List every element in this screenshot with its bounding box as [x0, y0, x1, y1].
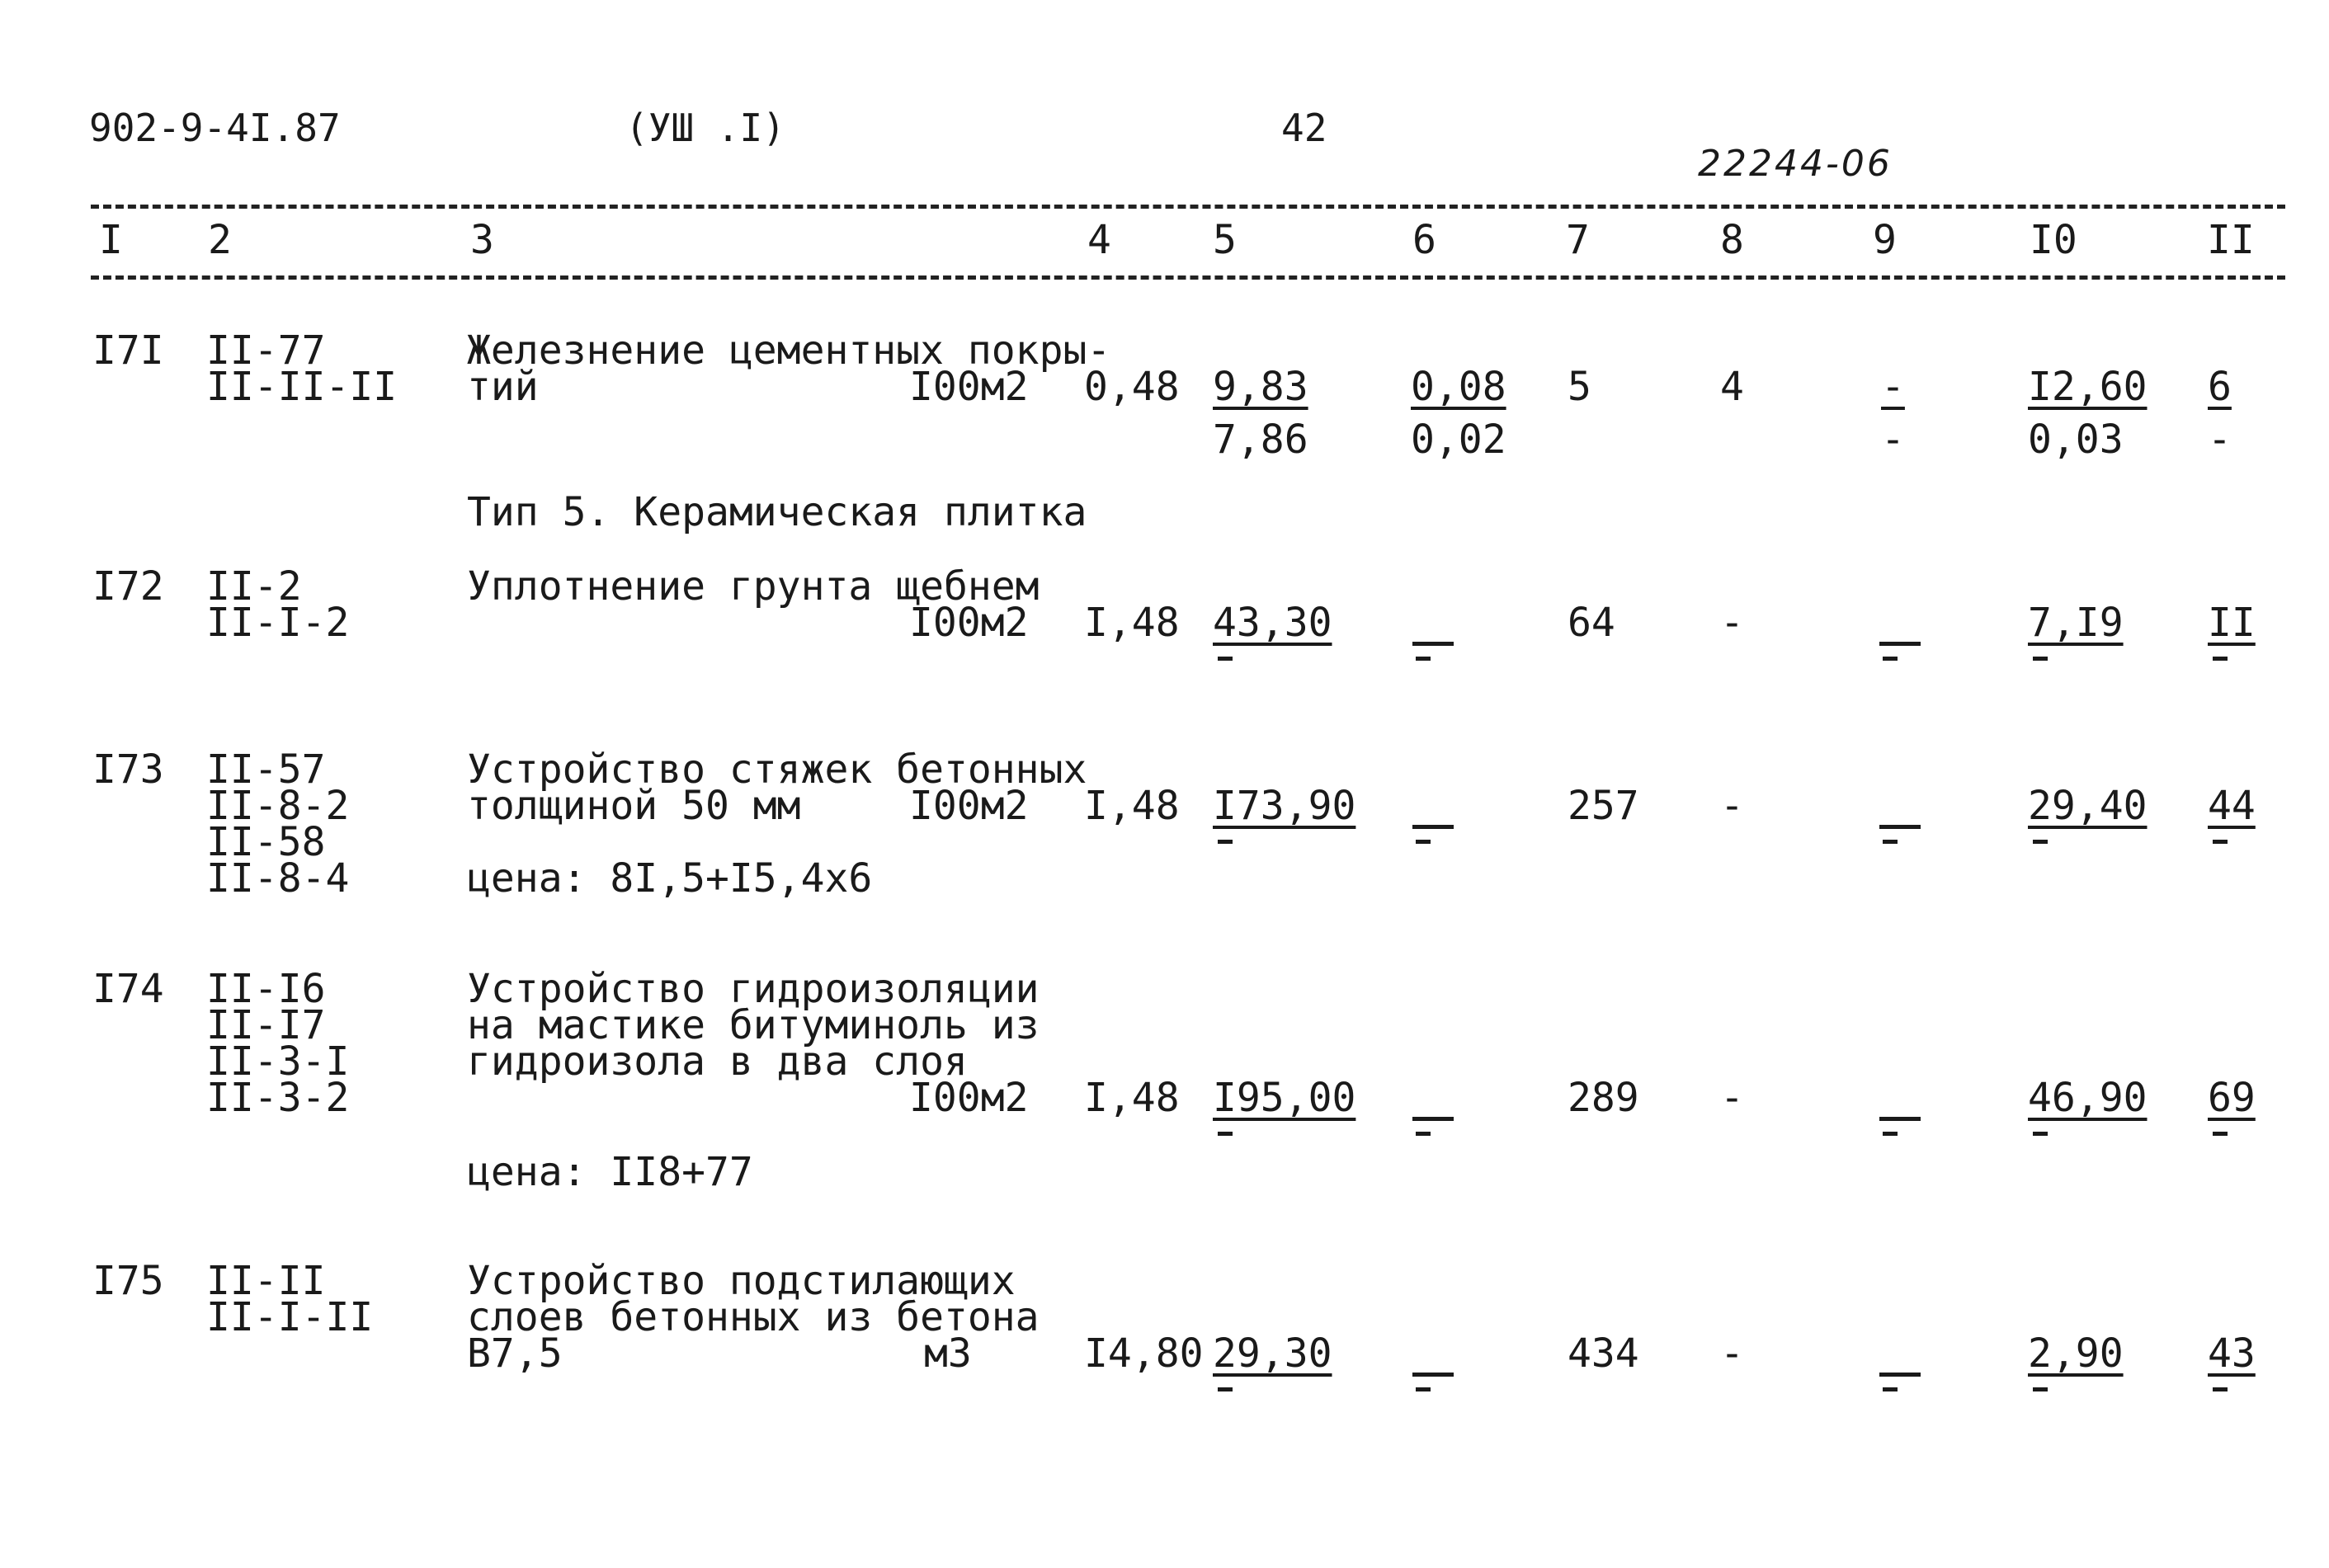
cell-7: 434	[1568, 1330, 1639, 1377]
cell-5-bottom: 7,86	[1213, 417, 1308, 463]
row-number: I75	[92, 1258, 164, 1304]
price-note: цена: II8+77	[467, 1149, 753, 1195]
row-code: II-I-II	[206, 1294, 374, 1340]
column-header: II	[2207, 217, 2255, 263]
cell-9-bottom: -	[1881, 417, 1905, 463]
cell-7: 5	[1568, 364, 1591, 410]
cell-5-top: 29,30	[1213, 1330, 1332, 1377]
row-description: Устройство стяжек бетонных	[467, 746, 1087, 793]
row-unit: м3	[924, 1330, 972, 1377]
column-header: 5	[1213, 217, 1237, 263]
row-description: на мастике битуминоль из	[467, 1002, 1040, 1048]
cell-10-bottom: 0,03	[2028, 417, 2124, 463]
cell-11-bottom-dash	[2213, 1132, 2228, 1136]
price-note: цена: 8I,5+I5,4x6	[467, 855, 873, 902]
cell-5-top: 43,30	[1213, 600, 1332, 646]
cell-7: 289	[1568, 1075, 1639, 1121]
row-code: II-77	[206, 327, 326, 374]
cell-5-bottom-dash	[1218, 1387, 1233, 1391]
cell-10-top: 2,90	[2028, 1330, 2124, 1377]
cell-9-bottom-dash	[1883, 1387, 1898, 1391]
cell-7: 257	[1568, 783, 1639, 829]
cell-9-bottom-dash	[1883, 1132, 1898, 1136]
cell-9-top: -	[1881, 364, 1905, 410]
cell-10-top: 7,I9	[2028, 600, 2124, 646]
row-description: Железнение цементных покры-	[467, 327, 1111, 374]
cell-6-bottom-dash	[1416, 840, 1431, 844]
cell-5-bottom-dash	[1218, 840, 1233, 844]
row-number: I72	[92, 563, 164, 610]
cell-6-bottom-dash	[1416, 657, 1431, 661]
cell-9-top-dash	[1879, 825, 1921, 829]
row-quantity: 0,48	[1084, 364, 1180, 410]
row-code: II-57	[206, 746, 326, 793]
cell-6-top-dash	[1412, 1117, 1454, 1121]
column-header: I	[99, 217, 123, 263]
cell-11-bottom: -	[2208, 417, 2232, 463]
cell-11-top: 6	[2208, 364, 2232, 410]
column-header: I0	[2030, 217, 2077, 263]
row-quantity: I,48	[1084, 1075, 1180, 1121]
cell-6-top-dash	[1412, 642, 1454, 646]
row-code: II-58	[206, 819, 326, 865]
row-description: Устройство подстилающих	[467, 1258, 1016, 1304]
cell-11-top: 69	[2208, 1075, 2256, 1121]
cell-6-bottom-dash	[1416, 1132, 1431, 1136]
cell-5-top: I95,00	[1213, 1075, 1356, 1121]
cell-9-bottom-dash	[1883, 657, 1898, 661]
cell-6-top-dash	[1412, 1373, 1454, 1377]
cell-5-top: I73,90	[1213, 783, 1356, 829]
column-header: 2	[208, 217, 232, 263]
column-header: 8	[1720, 217, 1744, 263]
cell-11-bottom-dash	[2213, 1387, 2228, 1391]
document-code: 902-9-4I.87	[89, 106, 341, 150]
cell-8: -	[1720, 600, 1744, 646]
row-quantity: I4,80	[1084, 1330, 1204, 1377]
row-number: I74	[92, 966, 164, 1012]
row-code: II-II	[206, 1258, 326, 1304]
row-code: II-2	[206, 563, 302, 610]
row-unit: I00м2	[909, 364, 1029, 410]
cell-11-bottom-dash	[2213, 657, 2228, 661]
cell-8: 4	[1720, 364, 1744, 410]
row-code: II-8-2	[206, 783, 350, 829]
handwritten-stamp: 22244-06	[1698, 143, 1893, 185]
cell-8: -	[1720, 1330, 1744, 1377]
cell-5-bottom-dash	[1218, 657, 1233, 661]
column-header: 6	[1412, 217, 1436, 263]
row-code: II-I-2	[206, 600, 350, 646]
cell-8: -	[1720, 783, 1744, 829]
row-description: тий	[467, 364, 539, 410]
section-reference: (УШ .I)	[625, 106, 785, 150]
row-code: II-I7	[206, 1002, 326, 1048]
section-title: Тип 5. Керамическая плитка	[467, 489, 1087, 535]
row-unit: I00м2	[909, 600, 1029, 646]
row-description: гидроизола в два слоя	[467, 1038, 968, 1085]
column-header: 4	[1087, 217, 1111, 263]
cell-8: -	[1720, 1075, 1744, 1121]
page-number: 42	[1281, 106, 1327, 150]
row-number: I7I	[92, 327, 164, 374]
row-code: II-II-II	[206, 364, 398, 410]
cell-5-bottom-dash	[1218, 1132, 1233, 1136]
cell-11-bottom-dash	[2213, 840, 2228, 844]
cell-10-top: 46,90	[2028, 1075, 2147, 1121]
row-quantity: I,48	[1084, 600, 1180, 646]
row-description: толщиной 50 мм	[467, 783, 801, 829]
cell-10-bottom-dash	[2033, 840, 2048, 844]
cell-10-bottom-dash	[2033, 1132, 2048, 1136]
cell-9-top-dash	[1879, 1373, 1921, 1377]
row-code: II-3-I	[206, 1038, 350, 1085]
row-description: Устройство гидроизоляции	[467, 966, 1040, 1012]
row-number: I73	[92, 746, 164, 793]
cell-6-top-dash	[1412, 825, 1454, 829]
cell-6-bottom-dash	[1416, 1387, 1431, 1391]
row-code: II-3-2	[206, 1075, 350, 1121]
cell-6-top: 0,08	[1411, 364, 1506, 410]
row-description: В7,5	[467, 1330, 563, 1377]
column-header: 3	[470, 217, 494, 263]
header-bottom-rule	[91, 275, 2285, 280]
cell-9-top-dash	[1879, 1117, 1921, 1121]
column-header: 9	[1873, 217, 1897, 263]
row-code: II-I6	[206, 966, 326, 1012]
row-unit: I00м2	[909, 783, 1029, 829]
cell-9-top-dash	[1879, 642, 1921, 646]
row-unit: I00м2	[909, 1075, 1029, 1121]
row-description: Уплотнение грунта щебнем	[467, 563, 1040, 610]
row-description: слоев бетонных из бетона	[467, 1294, 1040, 1340]
header-top-rule	[91, 205, 2285, 209]
cell-9-bottom-dash	[1883, 840, 1898, 844]
cell-10-bottom-dash	[2033, 1387, 2048, 1391]
cell-11-top: 44	[2208, 783, 2256, 829]
cell-10-top: I2,60	[2028, 364, 2147, 410]
cell-7: 64	[1568, 600, 1615, 646]
cell-11-top: II	[2208, 600, 2256, 646]
row-quantity: I,48	[1084, 783, 1180, 829]
cell-10-top: 29,40	[2028, 783, 2147, 829]
cell-5-top: 9,83	[1213, 364, 1308, 410]
column-header: 7	[1566, 217, 1590, 263]
cell-10-bottom-dash	[2033, 657, 2048, 661]
row-code: II-8-4	[206, 855, 350, 902]
cell-11-top: 43	[2208, 1330, 2256, 1377]
cell-6-bottom: 0,02	[1411, 417, 1506, 463]
